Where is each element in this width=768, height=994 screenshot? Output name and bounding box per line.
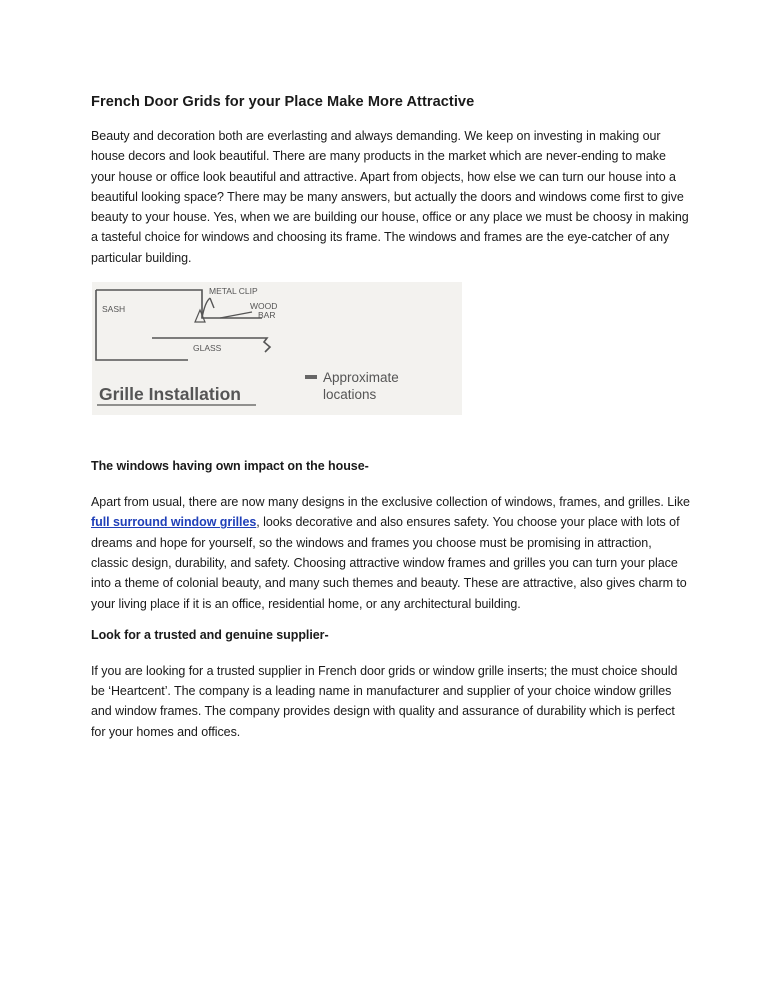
windows-paragraph: [91, 492, 691, 614]
glass-label: GLASS: [193, 343, 222, 354]
document-title: French Door Grids for your Place Make More Attractive: [91, 94, 475, 110]
legend-label-line2: locations: [323, 387, 377, 403]
figure-caption: Grille Installation: [99, 384, 241, 405]
legend-marker: [305, 375, 317, 379]
full-surround-window-grilles-link[interactable]: full surround window grilles: [91, 515, 257, 530]
legend-label-line1: Approximate: [323, 370, 399, 386]
document-body: [91, 92, 691, 742]
bar-label: BAR: [258, 310, 276, 321]
windows-text-before-link: Apart from usual, there are now many designs in the exclusive collection of windows, frames, and grilles. Like: [91, 495, 690, 510]
section-heading-supplier: Look for a trusted and genuine supplier-: [91, 627, 329, 642]
metal-clip-label: METAL CLIP: [209, 286, 258, 297]
intro-paragraph: Beauty and decoration both are everlasting and always demanding. We keep on investing in making our house decors and look beautiful. There are many products in the market which are never-ending to make your house or office look beautiful and attractive. Apart from objects, how else we can turn our house into a beautiful looking space? There may be many answers, but actually the doors and windows come first to give beauty to your house. Yes, when we are building our house, office or any place we must be choosy in making a tasteful choice for windows and choosing its frame. The windows and frames are the eye-catcher of any particular building.: [91, 129, 689, 265]
grille-installation-figure: [92, 282, 462, 415]
section-heading-windows: The windows having own impact on the house-: [91, 459, 369, 474]
grille-installation-diagram: [92, 282, 462, 415]
supplier-paragraph: If you are looking for a trusted supplier in French door grids or window grille inserts; the must choice should be ‘Heartcent’. The company is a leading name in manufacturer and supplier of your choice window grilles and window frames. The company provides design with quality and assurance of durability which is perfect for your homes and offices.: [91, 663, 678, 739]
sash-label: SASH: [102, 304, 126, 315]
wood-label: WOOD: [250, 301, 278, 312]
windows-text-after-link: , looks decorative and also ensures safety. You choose your place with lots of dreams and hope for yourself, so the windows and frames you choose must be promising in attraction, classic design, durability, and safety. Choosing attractive window frames and grilles you can turn your place into a theme of colonial beauty, and many such themes and beauty. These are attractive, also gives charm to your living place if it is an office, residential home, or any architectural building.: [91, 515, 687, 611]
